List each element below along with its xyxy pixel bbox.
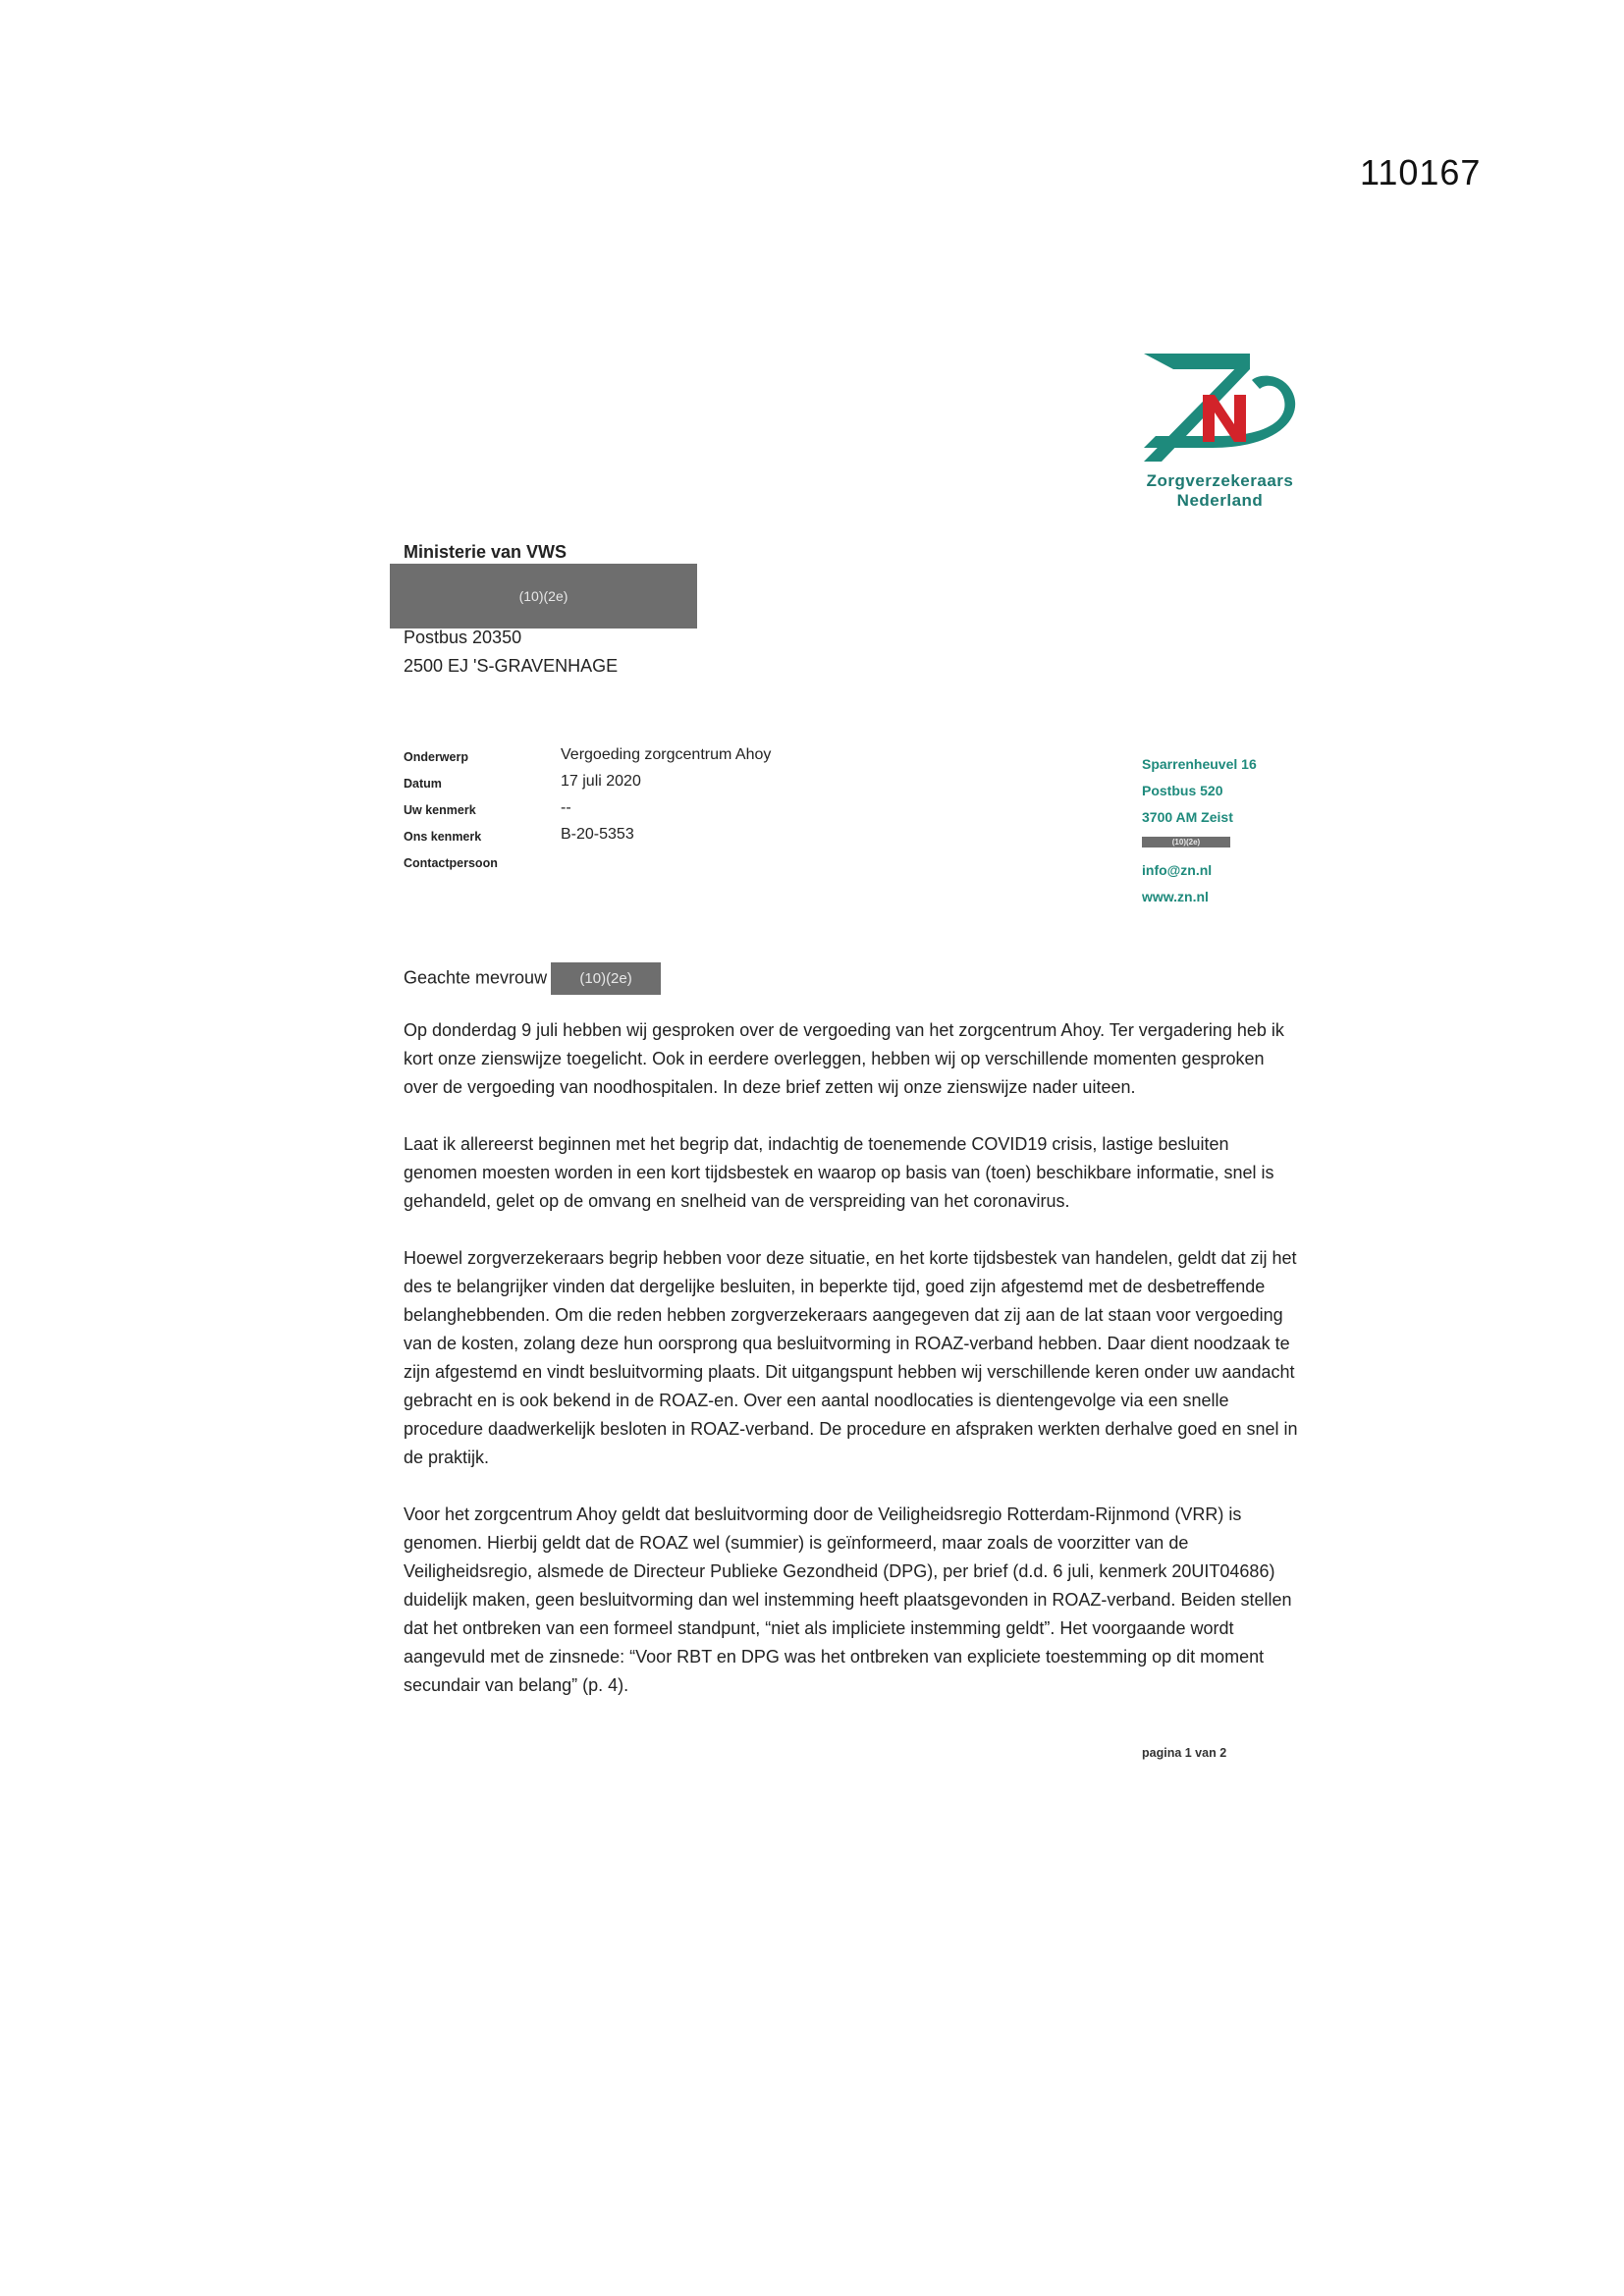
addressee-block (404, 538, 894, 566)
sender-street: Sparrenheuvel 16 (1142, 756, 1257, 772)
body-paragraph: Hoewel zorgverzekeraars begrip hebben voor deze situatie, en het korte tijdsbestek van handelen, geldt dat zij het des te belangrijker vinden dat dergelijke besluiten, in beperkte tijd, goed zijn afgestemd met de desbetreffende belanghebbenden. Om die reden hebben zorgverzekeraars aangegeven dat zij aan de lat staan voor vergoeding van de kosten, zolang deze hun oorsprong qua besluitvorming in ROAZ-verband hebben. Daar dient noodzaak te zijn afgestemd en vindt besluitvorming plaats. Dit uitgangspunt hebben wij verschillende keren onder uw aandacht gebracht en is ook bekend in de ROAZ-en. Over een aantal noodlocaties is dientengevolge via een snelle procedure daadwerkelijk besloten in ROAZ-verband. De procedure en afspraken werkten derhalve goed en snel in de praktijk. (404, 1248, 1298, 1467)
meta-value: Vergoeding zorgcentrum Ahoy (561, 746, 772, 763)
meta-label: Contactpersoon (404, 856, 498, 870)
addressee-postbox: Postbus 20350 (404, 628, 522, 647)
logo-text-line1: Zorgverzekeraars (1146, 471, 1294, 490)
redaction-box: (10)(2e) (551, 962, 661, 995)
sender-email: info@zn.nl (1142, 862, 1213, 878)
page-number: pagina 1 van 2 (1142, 1746, 1227, 1760)
zn-logo (1134, 346, 1306, 513)
logo-text-line2: Nederland (1176, 491, 1264, 510)
meta-value: B-20-5353 (561, 826, 634, 843)
meta-label: Ons kenmerk (404, 830, 482, 844)
meta-label: Onderwerp (404, 750, 468, 764)
body-paragraph: Voor het zorgcentrum Ahoy geldt dat besluitvorming door de Veiligheidsregio Rotterdam-Rijnmond (VRR) is genomen. Hierbij geldt dat de ROAZ wel (summier) is geïnformeerd, maar zoals de voorzitter van de Veiligheidsregio, alsmede de Directeur Publieke Gezondheid (DPG), per brief (d.d. 6 juli, kenmerk 20UIT04686) duidelijk maken, geen besluitvorming dan wel instemming heeft plaatsgevonden in ROAZ-verband. Beiden stellen dat het ontbreken van een formeel standpunt, “niet als impliciete instemming geldt”. Het voorgaande wordt aangevuld met de zinsnede: “Voor RBT en DPG was het ontbreken van expliciete toestemming op dit moment secundair van belang” (p. 4). (404, 1504, 1292, 1695)
meta-label: Uw kenmerk (404, 803, 476, 817)
salutation (404, 962, 661, 995)
redaction-box: (10)(2e) (390, 564, 697, 629)
meta-value: -- (561, 799, 571, 816)
meta-label: Datum (404, 777, 442, 791)
addressee-city: 2500 EJ 'S-GRAVENHAGE (404, 656, 619, 676)
letter-body (404, 1016, 1299, 1728)
document-number: 110167 (1360, 152, 1482, 192)
sender-postbox: Postbus 520 (1142, 783, 1223, 798)
meta-value: 17 juli 2020 (561, 773, 641, 790)
sender-city: 3700 AM Zeist (1142, 809, 1233, 825)
sender-address (1142, 751, 1257, 910)
redaction-box: (10)(2e) (1142, 837, 1230, 847)
body-paragraph: Op donderdag 9 juli hebben wij gesproken over de vergoeding van het zorgcentrum Ahoy. Ter vergadering heb ik kort onze zienswijze toegelicht. Ook in eerdere overleggen, hebben wij op verschillende momenten gesproken over de vergoeding van noodhospitalen. In deze brief zetten wij onze zienswijze nader uiteen. (404, 1020, 1284, 1097)
addressee-postal (404, 624, 618, 681)
addressee-organization: Ministerie van VWS (404, 542, 568, 562)
sender-website: www.zn.nl (1142, 889, 1209, 904)
salutation-text: Geachte mevrouw (404, 967, 548, 988)
zn-logo-mark-icon (1134, 346, 1306, 468)
body-paragraph: Laat ik allereerst beginnen met het begrip dat, indachtig de toenemende COVID19 crisis, lastige besluiten genomen moesten worden in een kort tijdsbestek en waarop op basis van (toen) beschikbare informatie, snel is gehandeld, gelet op de omvang en snelheid van de verspreiding van het coronavirus. (404, 1134, 1274, 1211)
